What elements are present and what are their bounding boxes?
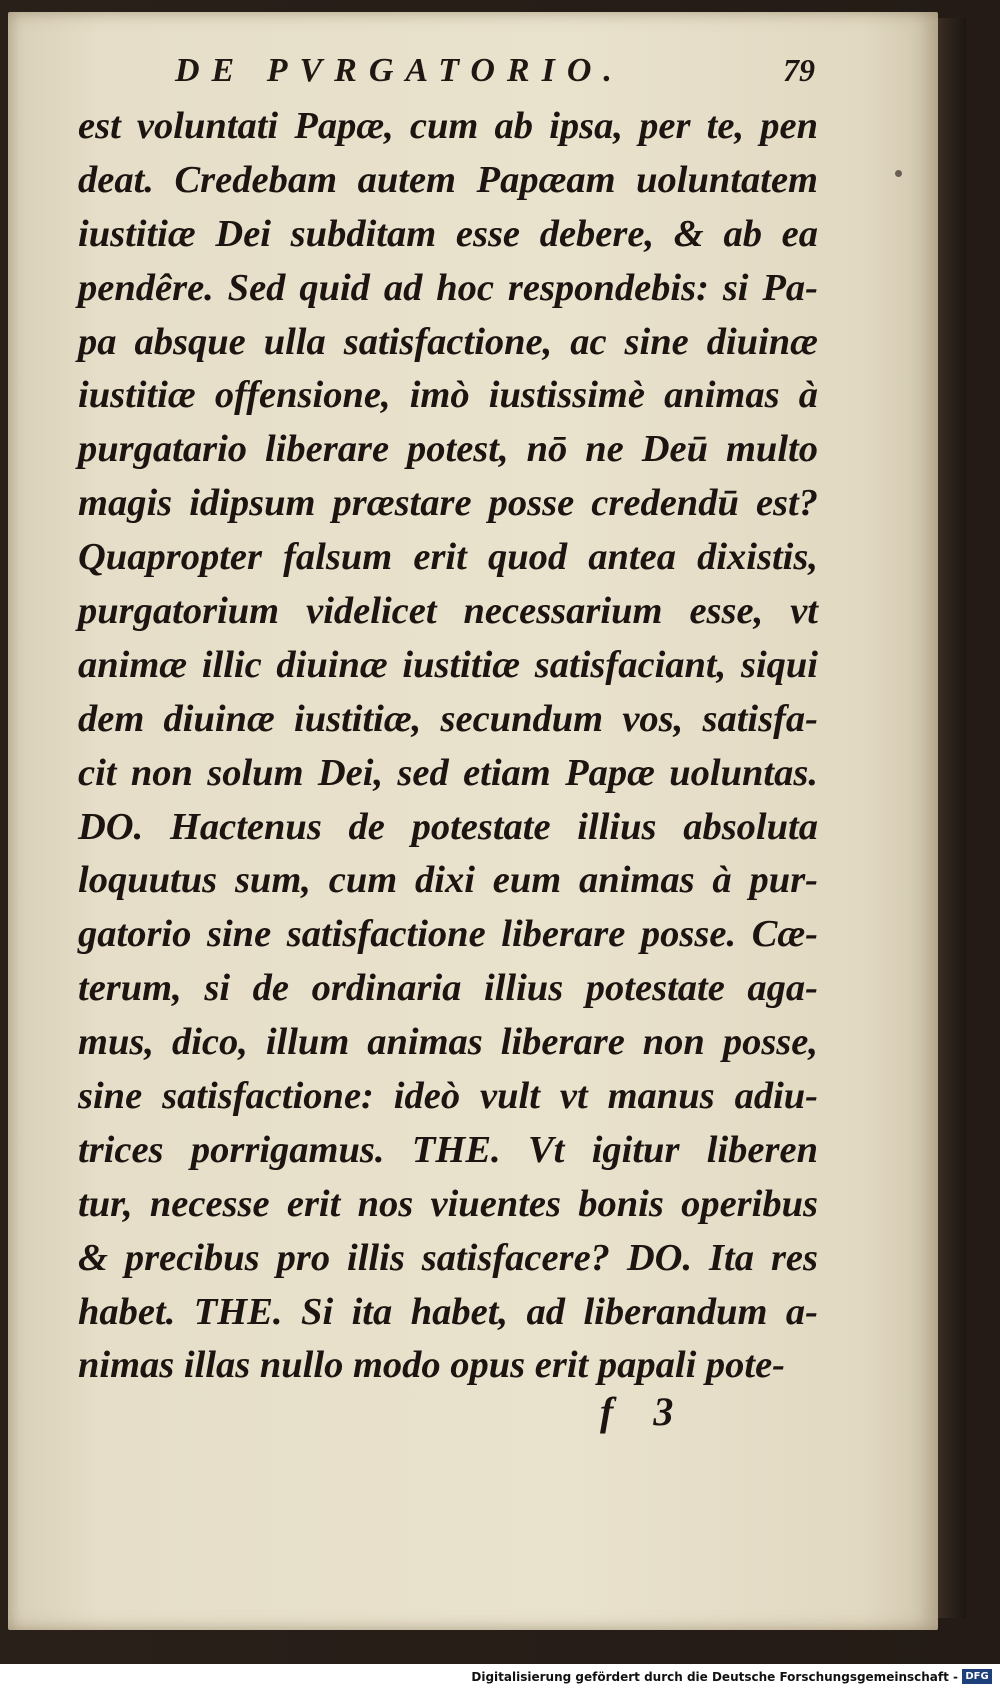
text-line: tur, necesse erit nos viuentes bonis operibus: [78, 1182, 818, 1225]
body-text: [78, 100, 818, 1393]
text-line: loquutus sum, cum dixi eum animas à pur-: [78, 859, 818, 902]
text-line: terum, si de ordinaria illius potestate aga-: [78, 967, 818, 1010]
ink-speck: [895, 170, 902, 177]
text-line: iustitiæ Dei subditam esse debere, & ab ea: [78, 212, 818, 255]
footer-credit: Digitalisierung gefördert durch die Deutsche Forschungsgemeinschaft -: [471, 1670, 958, 1684]
text-line: purgatorium videlicet necessarium esse, vt: [78, 590, 818, 633]
text-line: cit non solum Dei, sed etiam Papæ uoluntas.: [78, 751, 818, 794]
page-header: [175, 52, 815, 102]
text-line: & precibus pro illis satisfacere? DO. Ita res: [78, 1236, 818, 1279]
text-line: iustitiæ offensione, imò iustissimè animas à: [78, 374, 818, 417]
text-line: purgatario liberare potest, nō ne Deū multo: [78, 428, 818, 471]
page-number: 79: [783, 52, 815, 88]
dfg-logo: DFG: [962, 1669, 992, 1684]
text-line: deat. Credebam autem Papæam uoluntatem: [78, 158, 818, 201]
text-line: magis idipsum præstare posse credendū est?: [78, 482, 818, 525]
signature-letter: f: [600, 1389, 614, 1434]
text-line: gatorio sine satisfactione liberare posse. Cæ-: [78, 913, 818, 956]
text-line: trices porrigamus. THE. Vt igitur liberen: [78, 1128, 818, 1171]
book-fore-edge: [938, 18, 966, 1618]
signature-number: 3: [653, 1389, 674, 1434]
text-line: sine satisfactione: ideò vult vt manus adiu-: [78, 1075, 818, 1118]
running-title: DE PVRGATORIO.: [175, 52, 624, 89]
text-line: habet. THE. Si ita habet, ad liberandum a-: [78, 1290, 818, 1333]
text-line: Quapropter falsum erit quod antea dixistis,: [78, 536, 818, 579]
text-line: dem diuinæ iustitiæ, secundum vos, satisfa-: [78, 697, 818, 740]
text-line: est voluntati Papæ, cum ab ipsa, per te, pen: [78, 105, 818, 147]
text-line: mus, dico, illum animas liberare non posse,: [78, 1021, 818, 1064]
text-line: DO. Hactenus de potestate illius absoluta: [78, 805, 818, 848]
signature-mark: [600, 1388, 720, 1448]
text-line: pendêre. Sed quid ad hoc respondebis: si Pa-: [78, 266, 818, 309]
digitization-footer: [0, 1664, 1000, 1690]
text-line: nimas illas nullo modo opus erit papali pote-: [78, 1344, 786, 1387]
text-line: pa absque ulla satisfactione, ac sine diuinæ: [78, 320, 818, 363]
text-line: animæ illic diuinæ iustitiæ satisfaciant, siqui: [78, 643, 818, 686]
